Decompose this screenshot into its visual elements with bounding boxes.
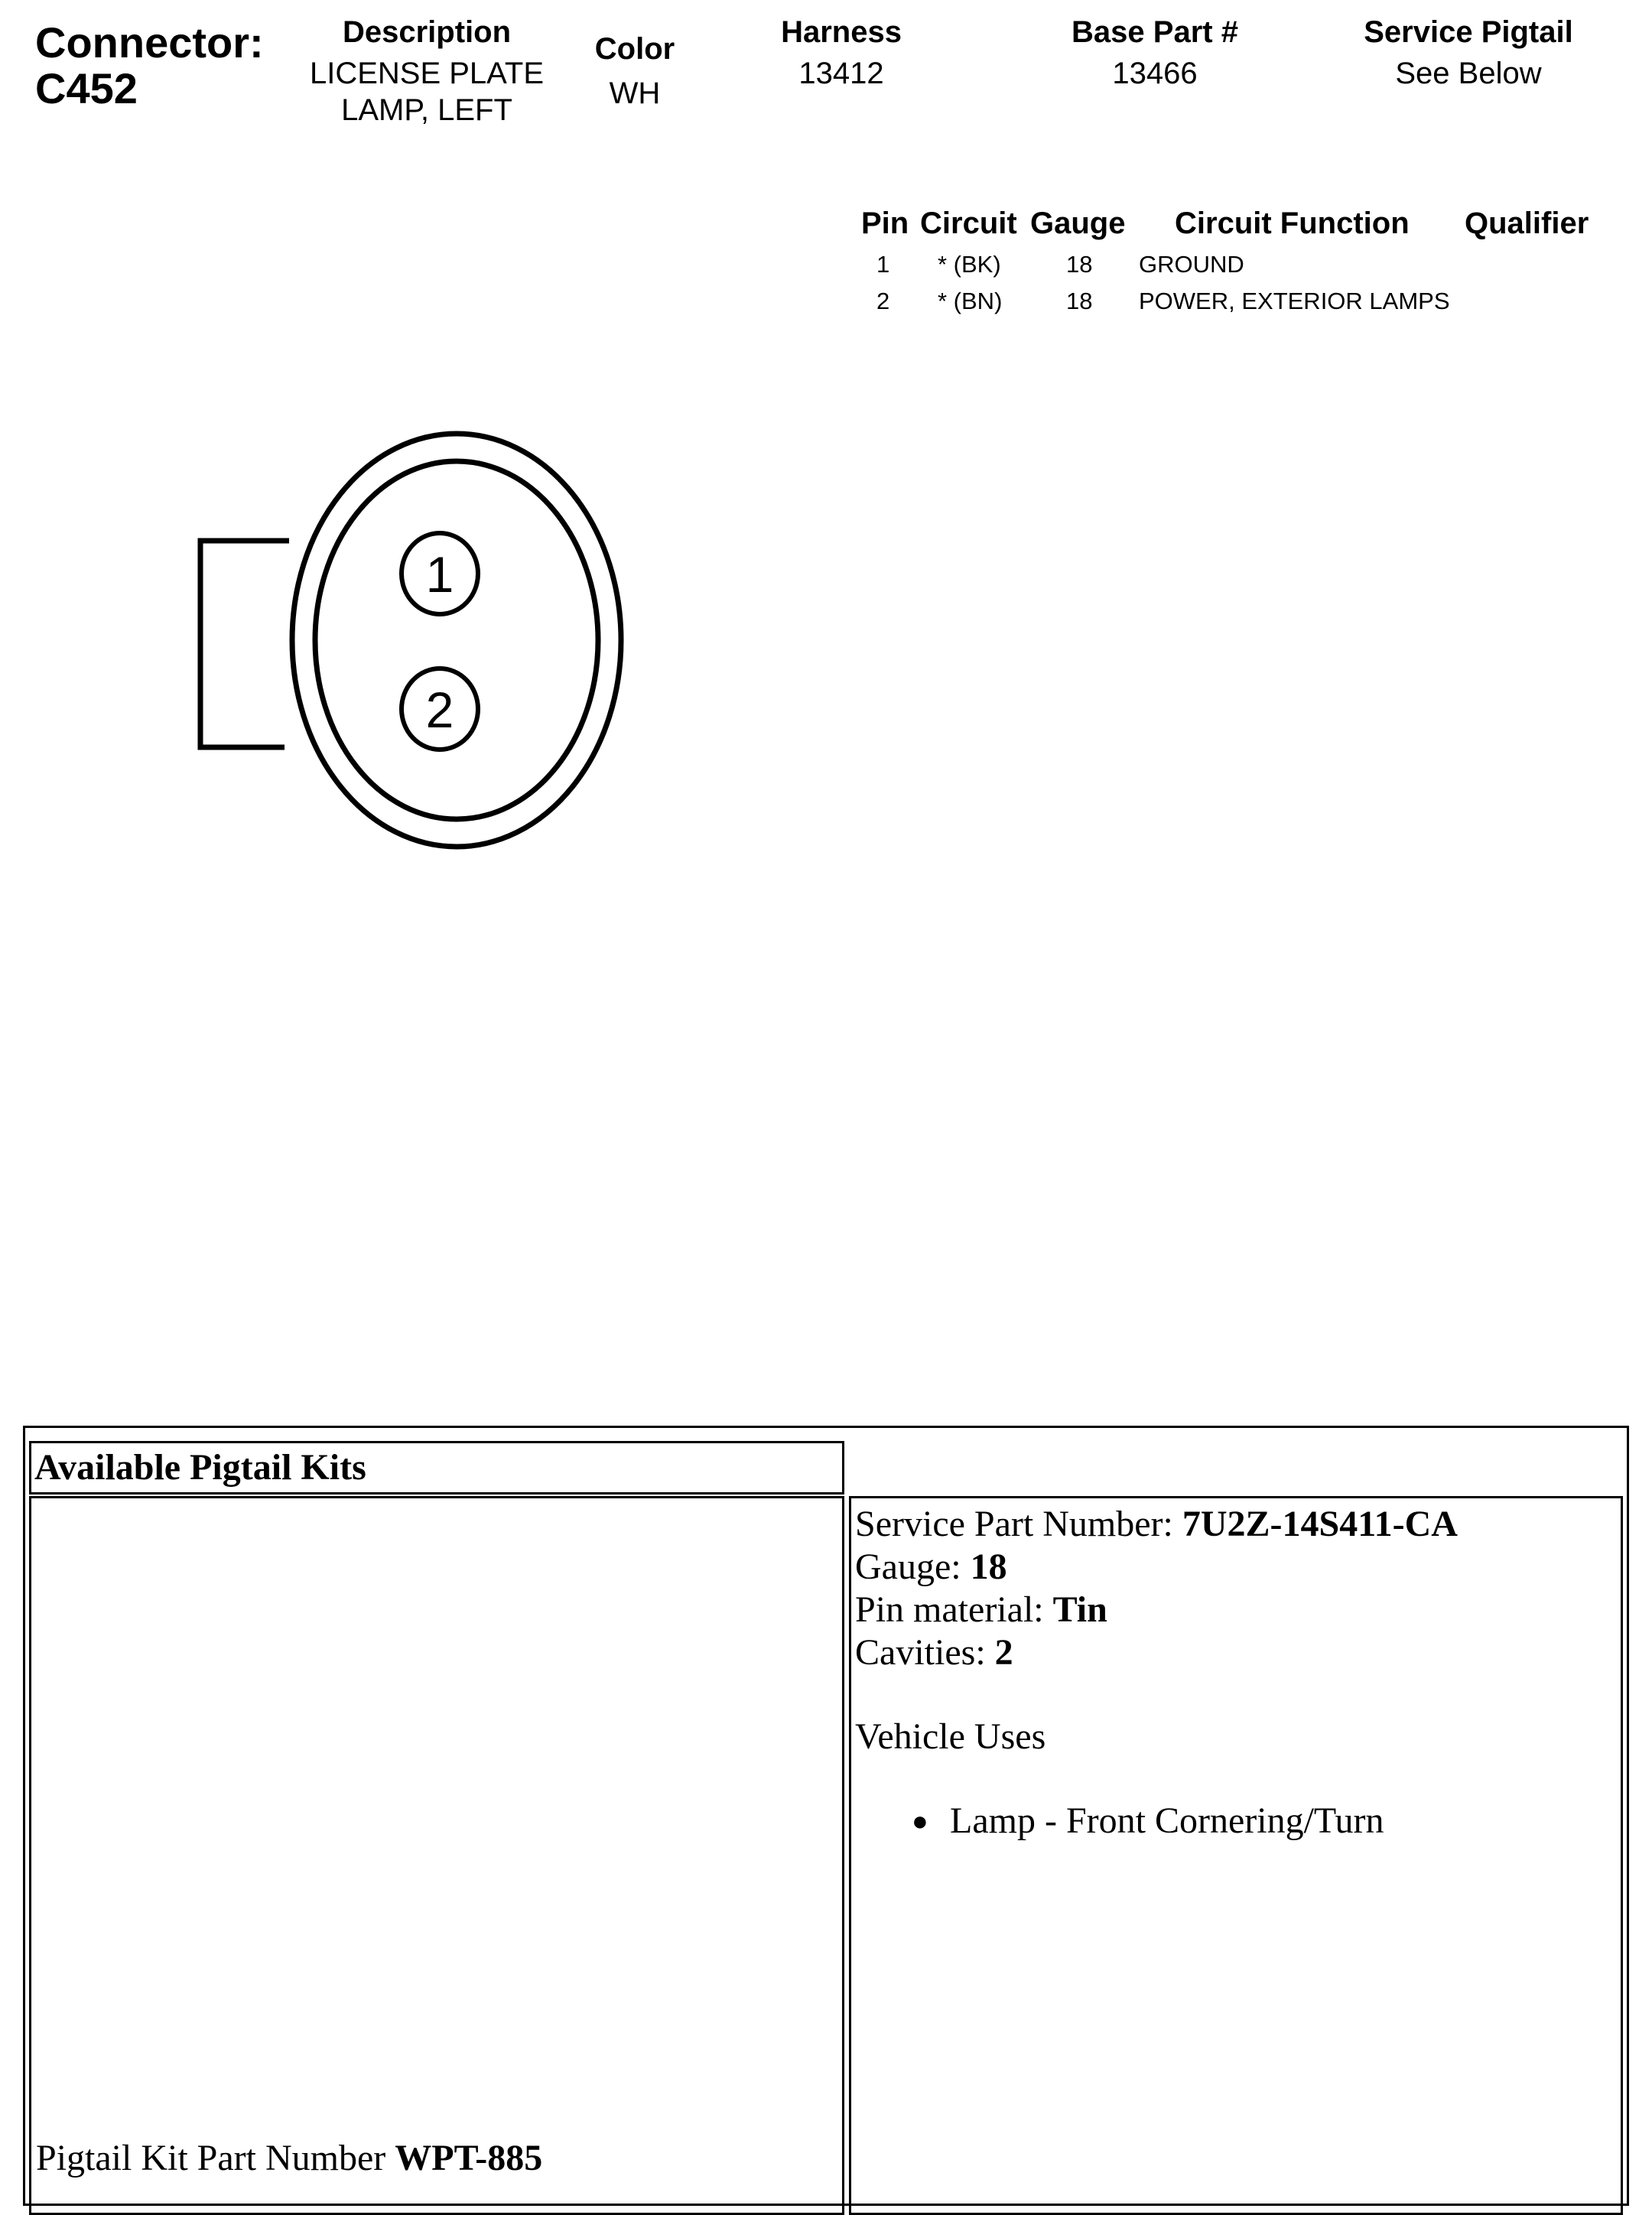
pigtail-details-cell: [849, 1496, 1623, 2215]
circuit-header: Circuit: [920, 207, 1017, 240]
color-value: WH: [609, 76, 661, 110]
kit-part-label: Pigtail Kit Part Number: [36, 2138, 386, 2178]
base-part-label: Base Part #: [1072, 15, 1238, 49]
gauge: [855, 1546, 1621, 1589]
cavities-value: 2: [994, 1632, 1013, 1673]
connector-latch-tab: [200, 541, 289, 747]
pin-number: 1: [876, 251, 890, 278]
harness-value: 13412: [798, 57, 884, 90]
connector-face-diagram: [0, 0, 688, 918]
base-part-value: 13466: [1112, 57, 1198, 90]
service-part-label: Service Part Number:: [855, 1504, 1173, 1544]
pigtail-kit-part-number: [36, 2137, 542, 2180]
pin-material: [855, 1589, 1621, 1631]
pin-cavity-1: [402, 533, 478, 614]
bullet-icon: ●: [912, 1806, 928, 1836]
gauge-value: 18: [970, 1547, 1007, 1587]
color-label: Color: [594, 32, 675, 66]
service-part-value: 7U2Z-14S411-CA: [1182, 1504, 1458, 1544]
circuit-function-header: Circuit Function: [1175, 207, 1410, 240]
service-pigtail-value: See Below: [1395, 57, 1542, 90]
pin-header: Pin: [861, 207, 909, 240]
list-item: [855, 1800, 1621, 1843]
gauge-label: Gauge:: [855, 1547, 961, 1587]
pin-cavity-2-label: 2: [425, 681, 454, 738]
vehicle-uses-list: [855, 1800, 1621, 1843]
connector-id: C452: [35, 64, 138, 112]
pigtail-title-cell: [29, 1441, 844, 1495]
service-pigtail-label: Service Pigtail: [1364, 15, 1573, 49]
connector-label: Connector:: [35, 18, 264, 67]
cavities: [855, 1631, 1621, 1674]
vehicle-use-text: Lamp - Front Cornering/Turn: [950, 1800, 1384, 1841]
service-pigtail-column: [1331, 14, 1606, 92]
pin-number: 2: [876, 288, 890, 314]
pin-function: POWER, EXTERIOR LAMPS: [1139, 288, 1450, 314]
pin-gauge: 18: [1066, 251, 1093, 278]
pin-circuit: * (BN): [938, 288, 1003, 314]
description-line1: LICENSE PLATE: [309, 57, 545, 90]
service-part-number: [855, 1503, 1621, 1546]
cavities-label: Cavities:: [855, 1632, 986, 1673]
base-part-column: [1032, 14, 1277, 92]
pin-circuit: * (BK): [938, 251, 1001, 278]
vehicle-uses-heading: Vehicle Uses: [855, 1716, 1046, 1757]
pin-function: GROUND: [1139, 251, 1244, 278]
pin-cavity-1-label: 1: [425, 546, 454, 603]
pigtail-title: Available Pigtail Kits: [34, 1447, 366, 1488]
pin-cavity-2: [402, 668, 478, 750]
connector-outer-shell: [292, 434, 621, 847]
qualifier-header: Qualifier: [1465, 207, 1589, 240]
kit-part-value: WPT-885: [395, 2138, 543, 2178]
description-label: Description: [342, 15, 512, 49]
description-line2: LAMP, LEFT: [341, 93, 512, 127]
pigtail-image-cell: [29, 1496, 844, 2215]
harness-label: Harness: [781, 15, 902, 49]
harness-column: [734, 14, 948, 92]
pin-gauge: 18: [1066, 288, 1093, 314]
pin-material-label: Pin material:: [855, 1589, 1044, 1630]
pin-material-value: Tin: [1052, 1589, 1107, 1630]
gauge-header: Gauge: [1030, 207, 1126, 240]
